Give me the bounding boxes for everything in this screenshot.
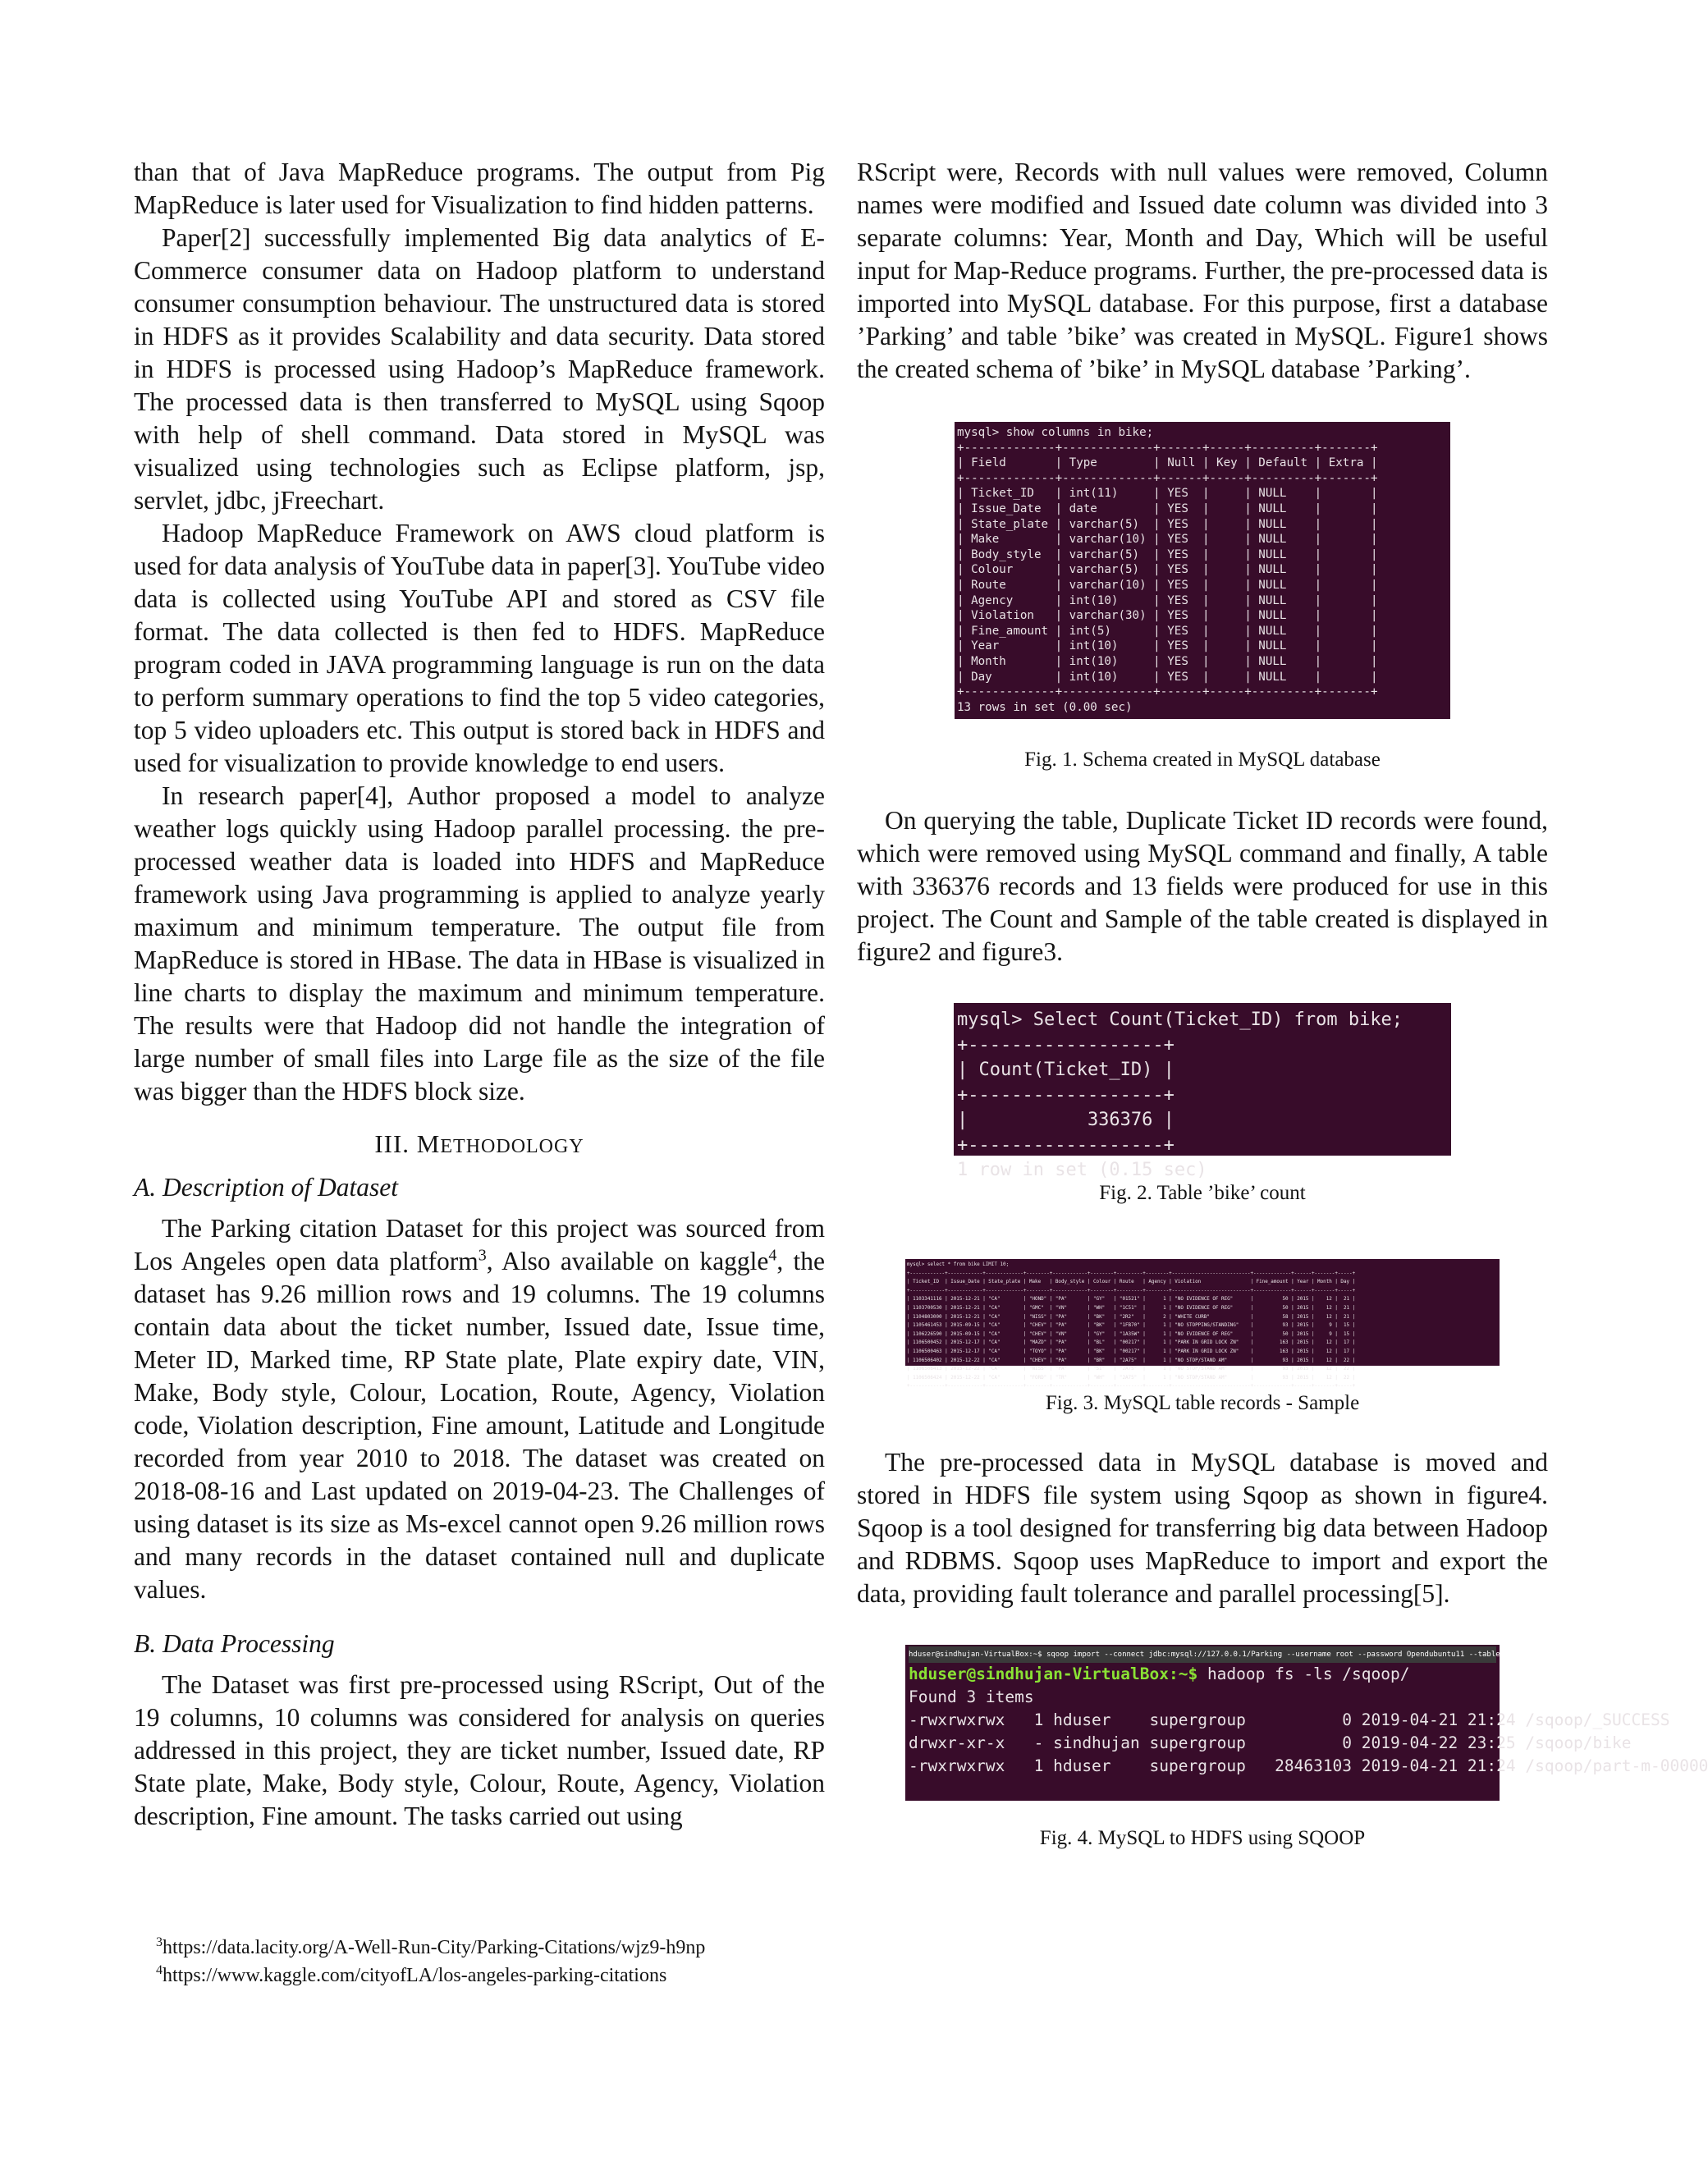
subsection-heading: B. Data Processing (134, 1629, 335, 1658)
footnote (156, 1962, 829, 1990)
paragraph: On querying the table, Duplicate Ticket ID records were found, which were removed using MySQL command and finally, A table with 336376 records and 13 fields were produced for use in this project. The Count and Sample of the table created is displayed in figure2 and figure3. (857, 806, 1548, 966)
figure-1 (857, 422, 1548, 773)
paragraph (134, 1212, 825, 1606)
paragraph: The pre-processed data in MySQL database is moved and stored in HDFS file system using Sqoop as shown in figure4. Sqoop is a tool designed for transferring big data between Hadoop and RDBMS. Sqoop uses MapReduce to import and export the data, providing fault tolerance and parallel processing[5]. (857, 1448, 1548, 1608)
section-number: III. (374, 1129, 417, 1158)
shell-prompt: hduser@sindhujan-VirtualBox:~$ (909, 1664, 1198, 1683)
figure-caption: Fig. 2. Table ’bike’ count (1099, 1182, 1306, 1204)
text-span: , the dataset has 9.26 million rows and 19 columns. The 19 columns contain data about the ticket number, Issued date, Issue time, Meter ID, Marked time, RP State plate, Plate expiry date, VIN, Make, Body style, Colour, Location, Route, Agency, Violation code, Violation description, Fine amount, Latitude and Longitude recorded from year 2010 to 2018. The dataset was created on 2018-08-16 and Last updated on 2019-04-23. The Challenges of using dataset is its size as Ms-excel cannot open 9.26 million rows and many records in the dataset contained null and duplicate values. (134, 1247, 825, 1604)
terminal-output: mysql> Select Count(Ticket_ID) from bike; +------------------+ | Count(Ticket_ID) | +------------------+ | 336376 | +------------------+ 1 row in set (0.15 sec) (957, 1010, 1403, 1180)
directory-listing: Found 3 items -rwxrwxrwx 1 hduser supergroup 0 2019-04-21 21:24 /sqoop/_SUCCESS drwxr-xr-x - sindhujan supergroup 0 2019-04-22 23:25 /sqoop/bike -rwxrwxrwx 1 hduser supergroup 28463103 2019-04-21 21:24 /sqoop/part-m-00000 (909, 1687, 1708, 1775)
section-title-rest: ETHODOLOGY (440, 1136, 584, 1157)
paragraph: than that of Java MapReduce programs. The output from Pig MapReduce is later used for Visualization to find hidden patterns. (134, 158, 825, 219)
figure-4 (857, 1645, 1708, 1852)
terminal-output: mysql> show columns in bike; +-------------+-------------+------+-----+---------+-------+ | Field | Type | Null | Key | Default | Extra | +-------------+-------------+------+-----+---------+-------+ | Ticket_ID | int(11) | YES | | NULL | | | Issue_Date | date | YES | | NULL | | | State_plate | varchar(5) | YES | | NULL | | | Make | varchar(10) | YES | | NULL | | | Body_style | varchar(5) | YES | | NULL | | | Colour | varchar(5) | YES | | NULL | | | Route | varchar(10) | YES | | NULL | | | Agency | int(10) | YES | | NULL | | | Violation | varchar(30) | YES | | NULL | | | Fine_amount | int(5) | YES | | NULL | | | Year | int(10) | YES | | NULL | | | Month | int(10) | YES | | NULL | | | Day | int(10) | YES | | NULL | | +-------------+-------------+------+-----+---------+-------+ 13 rows in set (0.00 sec) (957, 426, 1378, 714)
figure-3 (857, 1259, 1548, 1417)
footnote-marker[interactable]: 4 (768, 1246, 777, 1265)
terminal-output (909, 1663, 1708, 1778)
figure-caption: Fig. 1. Schema created in MySQL database (1024, 749, 1381, 771)
section-heading (134, 1128, 825, 1163)
terminal-screenshot (905, 1645, 1708, 1801)
paragraph: Hadoop MapReduce Framework on AWS cloud platform is used for data analysis of YouTube data in paper[3]. YouTube video data is collected using YouTube API and stored as CSV file format. The data collected is then fed to HDFS. MapReduce program coded in JAVA programming language is run on the data to perform summary operations to find the top 5 video categories, top 5 video uploaders etc. This output is stored back in HDFS and used for visualization to provide knowledge to end users. (134, 519, 825, 777)
paragraph: RScript were, Records with null values were removed, Column names were modified and Issued date column was divided into 3 separate columns: Year, Month and Day, Which will be useful input for Map-Reduce programs. Further, the pre-processed data is imported into MySQL database. For this purpose, first a database ’Parking’ and table ’bike’ was created in MySQL. Figure1 shows the created schema of ’bike’ in MySQL database ’Parking’. (857, 158, 1548, 383)
footnote-marker[interactable]: 3 (478, 1246, 487, 1265)
terminal-screenshot (954, 1003, 1451, 1180)
shell-command: hadoop fs -ls /sqoop/ (1197, 1664, 1410, 1683)
command-text: hduser@sindhujan-VirtualBox:~$ sqoop import --connect jdbc:mysql://127.0.0.1/Parking --username root --password Opendubuntu11 --table bike --target-dir /sqoop -m 1 (909, 1651, 1634, 1659)
terminal-screenshot (955, 422, 1450, 719)
terminal-screenshot (905, 1259, 1500, 1390)
footnote-number: 3 (156, 1935, 163, 1949)
terminal-output: mysql> select * from bike LIMIT 10; +------------+------------+-------------+--------+------------+--------+---------+--------+---------------------------+-------------+------+-------+-----+ | Ticket_ID | Issue_Date | State_plate | Make | Body_style | Colour | Route | Agency | Violation | Fine_amount | Year | Month | Day | +------------+------------+-------------+--------+------------+--------+---------+--------+---------------------------+-------------+------+-------+-----+ | 1103341116 | 2015-12-21 | "CA" | "HOND" | "PA" | "GY" | "01521" | 1 | "NO EVIDENCE OF REG" | 50 | 2015 | 12 | 21 | | 1103700530 | 2015-12-21 | "CA" | "GMC" | "VN" | "WH" | "1C51" | 1 | "NO EVIDENCE OF REG" | 50 | 2015 | 12 | 21 | | 1104803000 | 2015-12-21 | "CA" | "NISS" | "PA" | "BK" | "2R2" | 2 | "WHITE CURB" | 58 | 2015 | 12 | 21 | | 1105461453 | 2015-09-15 | "CA" | "CHEV" | "PA" | "BK" | "1FB70" | 1 | "NO STOPPING/STANDING" | 93 | 2015 | 9 | 15 | | 1106226590 | 2015-09-15 | "CA" | "CHEV" | "VN" | "GY" | "1A35W" | 1 | "NO EVIDENCE OF REG" | 50 | 2015 | 9 | 15 | | 1106500452 | 2015-12-17 | "CA" | "MAZD" | "PA" | "BL" | "00217" | 1 | "PARK IN GRID LOCK ZN" | 163 | 2015 | 12 | 17 | | 1106500463 | 2015-12-17 | "CA" | "TOYO" | "PA" | "BK" | "00217" | 1 | "PARK IN GRID LOCK ZN" | 163 | 2015 | 12 | 17 | | 1106506402 | 2015-12-22 | "CA" | "CHEV" | "PA" | "BR" | "2A75" | 1 | "NO STOP/STAND AM" | 93 | 2015 | 12 | 22 | | 1106506413 | 2015-12-22 | "CA" | "NISS" | "PA" | "SI" | "2A75" | 1 | "NO STOP/STAND AM" | 93 | 2015 | 12 | 22 | | 1106506424 | 2015-12-22 | "CA" | "FORD" | "TR" | "WH" | "2A75" | 1 | "NO STOP/STAND AM" | 93 | 2015 | 12 | 22 | +------------+------------+-------------+--------+------------+--------+---------+--------+---------------------------+-------------+------+-------+-----+ (907, 1262, 1356, 1390)
paragraph: In research paper[4], Author proposed a model to analyze weather logs quickly using Hadoop parallel processing. the pre-processed weather data is loaded into HDFS and MapReduce framework using Java programming is applied to analyze yearly maximum and minimum temperature. The output file from MapReduce is stored in HBase. The data in HBase is visualized in line charts to display the maximum and minimum temperature. The results were that Hadoop did not handle the integration of large number of small files into Large file as the size of the file was bigger than the HDFS block size. (134, 781, 825, 1106)
paragraph: Paper[2] successfully implemented Big data analytics of E-Commerce consumer data on Hadoop platform to understand consumer consumption behaviour. The unstructured data is stored in HDFS as it provides Scalability and data security. Data stored in HDFS is processed using Hadoop’s MapReduce framework. The processed data is then transferred to MySQL using Sqoop with help of shell command. Data stored in MySQL was visualized using technologies such as Eclipse platform, jsp, servlet, jdbc, jFreechart. (134, 223, 825, 515)
footnote (156, 1934, 829, 1962)
left-column (134, 156, 825, 1833)
cursor-icon (1638, 1649, 1645, 1660)
footnote-number: 4 (156, 1963, 163, 1977)
right-column (857, 156, 1708, 1852)
figure-caption: Fig. 4. MySQL to HDFS using SQOOP (1039, 1827, 1366, 1849)
subsection-heading: A. Description of Dataset (134, 1173, 398, 1202)
footnote-link[interactable]: https://www.kaggle.com/cityofLA/los-angeles-parking-citations (163, 1965, 667, 1986)
footnote-link[interactable]: https://data.lacity.org/A-Well-Run-City/Parking-Citations/wjz9-h9np (163, 1937, 706, 1958)
text-span: The Parking citation Dataset for this project was sourced from Los Angeles open data platform (134, 1214, 825, 1275)
text-span: , Also available on kaggle (486, 1247, 769, 1275)
figure-2 (857, 1003, 1548, 1207)
footnotes (156, 1934, 829, 1990)
paragraph: The Dataset was first pre-processed using RScript, Out of the 19 columns, 10 columns was considered for analysis on queries addressed in this project, they are ticket number, Issued date, RP State plate, Make, Body style, Colour, Route, Agency, Violation description, Fine amount. The tasks carried out using (134, 1670, 825, 1830)
terminal-command-line (909, 1646, 1634, 1663)
section-title-initial: M (416, 1129, 441, 1158)
figure-caption: Fig. 3. MySQL table records - Sample (1045, 1392, 1360, 1414)
